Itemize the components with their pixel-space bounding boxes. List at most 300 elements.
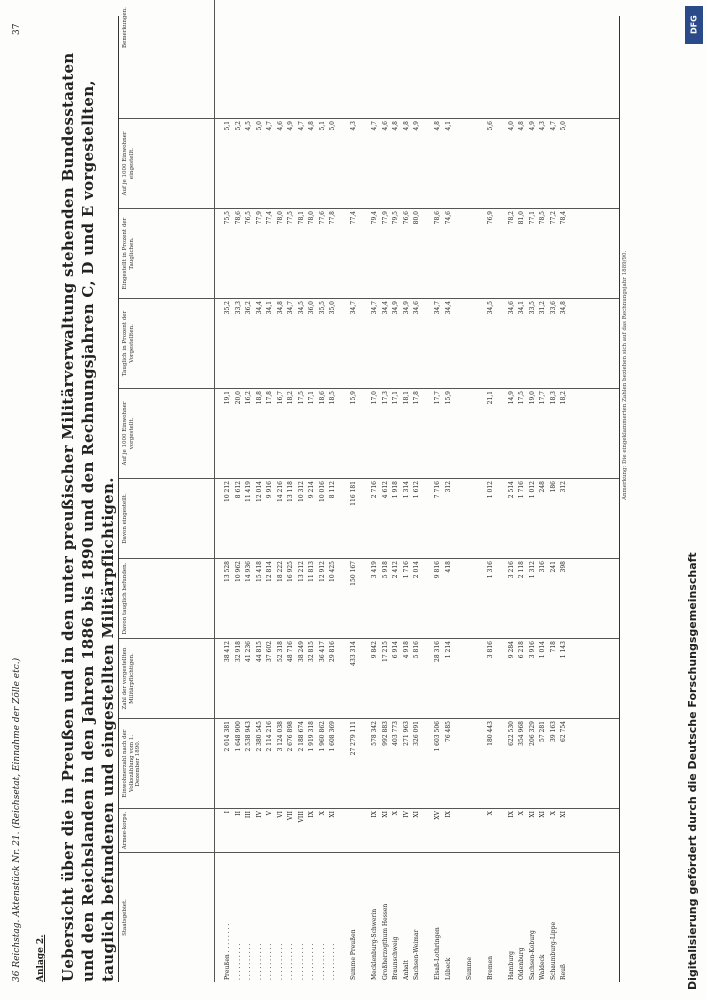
table-cell [423,811,434,850]
table-cell: 62 754 [560,721,567,742]
table-column [119,558,619,638]
table-cell: 5,2 [234,121,242,131]
table-cell: 116 181 [350,481,357,506]
table-cell [339,561,350,636]
table-cell: 16,7 [276,391,284,405]
table-cell: 32 815 [308,641,315,662]
table-cell: . . . . . . . . . . [266,943,273,980]
table-cell: Summe [465,957,473,980]
table-cell: 9 284 [507,641,515,659]
table-cell: 77,4 [266,211,273,225]
table-cell: 17,5 [518,391,525,405]
table-cell: 2 380 545 [255,721,263,752]
table-cell: 77,9 [255,211,263,225]
table-cell [423,211,434,296]
table-cell: 1 312 [528,561,536,579]
table-cell: 3 124 038 [276,721,284,752]
table-cell: 18,8 [255,391,263,405]
table-cell: . . . . . . . . . . [245,943,252,980]
table-cell [423,721,434,806]
table-cell: 1 960 862 [318,721,326,752]
table-cell: 78,5 [539,211,546,225]
table-cell [360,121,371,206]
table-cell: Reuß [560,964,567,980]
column-header: Bemerkungen. [119,0,215,118]
table-cell [475,121,486,206]
table-cell: 79,4 [371,211,378,225]
column-header: Auf je 1000 Einwohner vorgestellt. [119,389,215,478]
table-cell: 9 816 [434,561,441,579]
table-cell: 19,0 [528,391,536,405]
table-cell: 312 [560,481,567,493]
table-cell: 418 [444,561,452,573]
table-cell: 76 485 [444,721,452,742]
table-cell: 1 648 900 [234,721,242,752]
table-cell: 4,7 [266,121,273,131]
table-cell: 12 912 [318,561,326,582]
table-cell: VIII [297,811,305,823]
table-cell: 27 279 111 [350,721,357,756]
table-cell [454,481,465,556]
table-cell [475,641,486,716]
column-header: Davon eingestellt. [119,479,215,558]
table-cell: 16 925 [287,561,294,582]
table-cell [360,561,371,636]
column-values [223,559,570,638]
table-column [119,0,619,118]
dfg-logo: DFG [685,6,703,44]
table-cell: 4,3 [539,121,546,131]
table-cell: 1 143 [560,641,567,659]
table-cell [454,641,465,716]
table-cell: 16,2 [245,391,252,405]
table-cell: . . . . . . . . . . [308,943,315,980]
table-cell: 248 [539,481,546,493]
table-cell [360,481,371,556]
table-cell: 79,5 [392,211,399,225]
table-cell [339,855,350,980]
table-cell [360,301,371,386]
table-cell: IV [255,811,263,818]
table-cell: 354 968 [518,721,525,746]
column-header: Auf je 1000 Einwohner eingestellt. [119,119,215,208]
table-cell: 74,6 [444,211,452,225]
table-cell: 17,0 [371,391,378,405]
table-cell: Braunschweig [392,936,399,980]
table-cell: 39 163 [549,721,557,742]
table-cell: 12 814 [266,561,273,582]
table-cell: Preußen . . . . . . . . [224,923,231,980]
table-cell: IV [402,811,410,818]
table-cell: 7 716 [434,481,441,499]
table-column [119,638,619,718]
table-cell: 17,7 [434,391,441,405]
table-cell: 11 813 [308,561,315,582]
table-cell [339,481,350,556]
column-values [223,479,570,558]
table-cell [423,561,434,636]
table-cell [360,811,371,850]
table-cell: 78,2 [507,211,515,225]
table-cell: 2 716 [371,481,378,499]
table-cell: 52 318 [276,641,284,662]
table-cell [339,301,350,386]
table-cell: 28 316 [434,641,441,662]
table-cell: 1 214 [444,641,452,659]
table-column [119,808,619,852]
table-cell: 992 883 [381,721,389,746]
table-cell [475,391,486,476]
table-cell: VI [276,811,284,818]
table-cell: 34,5 [486,301,494,315]
table-cell: 17,3 [381,391,389,405]
table-cell: 1 014 [539,641,546,659]
column-header: Davon tauglich befunden. [119,559,215,638]
column-header: Armee-korps. [119,809,215,852]
table-cell: XI [539,811,546,818]
table-cell [475,211,486,296]
table-cell: 21,1 [486,391,494,405]
table-cell [465,301,476,386]
table-cell [360,855,371,980]
table-cell: XI [329,811,336,818]
table-cell: 20,0 [234,391,242,405]
table-cell: 77,6 [318,211,326,225]
table-cell [360,391,371,476]
table-cell: 41 236 [245,641,252,662]
table-cell: 433 314 [350,641,357,666]
table-cell: 1 918 [392,481,399,499]
table-cell: 6 914 [392,641,399,659]
table-cell: 38 249 [297,641,305,662]
table-cell: 3 419 [371,561,378,579]
table-cell: . . . . . . . . . . [297,943,305,980]
table-cell: 80,0 [413,211,420,225]
table-cell: 34,8 [276,301,284,315]
table-cell [423,855,434,980]
table-cell: 76,6 [402,211,410,225]
table-cell [496,721,507,806]
table-cell: 10 016 [318,481,326,502]
table-cell: 78,1 [297,211,305,225]
table-cell: XI [560,811,567,818]
table-cell: 2 014 [413,561,420,579]
column-values [223,719,570,808]
table-cell [423,121,434,206]
table-cell: 34,7 [371,301,378,315]
table-cell: 9 214 [308,481,315,499]
table-column [119,208,619,298]
table-cell: 8 612 [234,481,242,499]
table-cell [475,811,486,850]
table-cell [360,721,371,806]
table-cell: 38 412 [224,641,231,662]
table-cell: 44 815 [255,641,263,662]
table-cell: 14 216 [276,481,284,502]
table-cell: 2 118 [518,561,525,579]
table-cell [496,641,507,716]
table-cell: 1 716 [402,561,410,579]
table-cell: Mecklenburg-Schwerin [371,908,378,980]
table-cell: 4,9 [413,121,420,131]
table-cell: 17,1 [392,391,399,405]
anlage-label: Anlage 2. [36,934,46,982]
table-cell: 18,3 [549,391,557,405]
column-header: Einwohnerzahl nach der Volkszählung vom 1. Dezember 1890. [119,719,215,808]
table-cell: 10 962 [234,561,242,582]
table-cell: 34,7 [434,301,441,315]
table-cell: 17,7 [539,391,546,405]
table-cell [475,481,486,556]
table-cell: Elsaß-Lothringen [434,927,441,980]
table-cell: 4,6 [276,121,284,131]
table-column [119,852,619,982]
table-cell: 34,7 [350,301,357,315]
table-cell: 4,9 [287,121,294,131]
table-cell: 4,5 [245,121,252,131]
table-cell: 17,5 [297,391,305,405]
table-cell: 37 602 [266,641,273,662]
table-cell [339,811,350,850]
table-cell: 5 918 [381,561,389,579]
table-cell: XI [413,811,420,818]
table-cell: 4,8 [518,121,525,131]
table-cell: 12 014 [255,481,263,502]
table-cell: 13 212 [297,561,305,582]
table-cell: 4 918 [402,641,410,659]
table-cell: 33,5 [528,301,536,315]
table-cell: 8 112 [329,481,336,499]
table-cell: 78,0 [276,211,284,225]
header-left: 36 Reichstag. Aktenstück Nr. 21. (Reichsetat, Einnahme der Zölle etc.) [12,657,22,982]
table-cell: 578 342 [371,721,378,746]
footnote: Anmerkung: Die eingeklammerten Zahlen beziehen sich auf das Rechnungsjahr 1889/90. [622,250,628,500]
table-cell [465,561,476,636]
table-cell: 1 612 [413,481,420,499]
table-cell: 1 012 [486,481,494,499]
table-cell: XI [381,811,389,818]
table-cell: 17,1 [308,391,315,405]
table-cell: 1 603 506 [434,721,441,752]
table-cell: 13 528 [224,561,231,582]
dfg-credit: Digitalisierung gefördert durch die Deutsche Forschungsgemeinschaft [686,552,699,990]
table-column [119,718,619,808]
table-cell [339,641,350,716]
table-cell [475,721,486,806]
table-cell [496,121,507,206]
table-cell: 81,0 [518,211,525,225]
table-cell: 1 608 369 [329,721,336,752]
page-number: 37 [12,23,22,35]
table-cell: 2 014 381 [224,721,231,752]
table-cell: 5,0 [255,121,263,131]
table-cell: 29 816 [329,641,336,662]
table-cell: 77,8 [329,211,336,225]
table-cell: 4 612 [381,481,389,499]
table-cell: Summe Preußen [350,929,357,980]
table-cell: 316 [539,561,546,573]
column-header: Staatsgebiet. [119,853,215,982]
table-cell: 4,3 [350,121,357,131]
table-cell: 5,1 [224,121,231,131]
table-cell: X [486,811,494,816]
table-cell: 5,6 [486,121,494,131]
table-cell: 4,8 [392,121,399,131]
table-cell: VII [287,811,294,821]
table-cell: 15 418 [255,561,263,582]
table-cell: 36,0 [308,301,315,315]
table-cell: 1 919 318 [308,721,315,752]
table-cell [454,721,465,806]
table-column [119,478,619,558]
table-column [119,298,619,388]
table-cell: 34,9 [392,301,399,315]
table-cell: . . . . . . . . . . [255,943,263,980]
table-cell: IX [444,811,452,818]
table-cell: 2 188 674 [297,721,305,752]
table-cell: 4,9 [528,121,536,131]
table-cell: 17 215 [381,641,389,662]
table-cell: 13 118 [287,481,294,502]
table-cell: 241 [549,561,557,573]
table-cell: 57 281 [539,721,546,742]
table-cell: V [266,811,273,816]
table-cell: Anhalt [402,960,410,980]
table-cell [475,855,486,980]
table-cell: 206 329 [528,721,536,746]
table-cell: 34,5 [297,301,305,315]
table-cell: 1 716 [518,481,525,499]
table-cell: 10 212 [224,481,231,502]
table-cell: II [234,811,242,816]
table-cell: . . . . . . . . . . [234,943,242,980]
table-cell: X [392,811,399,816]
table-cell: 34,9 [402,301,410,315]
table-cell: 77,9 [381,211,389,225]
table-cell: 35,2 [224,301,231,315]
table-cell: Großherzogthum Hessen [381,903,389,980]
table-cell [349,811,360,850]
table-cell [475,561,486,636]
table-cell: 34,4 [255,301,263,315]
table-cell: 34,7 [287,301,294,315]
table-cell: 18,2 [560,391,567,405]
table-cell: 14,9 [507,391,515,405]
column-header: Tauglich in Prozent der Vorgestellten. [119,299,215,388]
table-cell: 31,2 [539,301,546,315]
table-cell: 36 417 [318,641,326,662]
column-values [223,299,570,388]
table-cell [454,391,465,476]
table-cell [465,121,476,206]
table-cell: X [318,811,326,816]
table-cell: 5 816 [413,641,420,659]
table-cell: 1 314 [402,481,410,499]
table-cell: Waldeck [539,954,546,980]
table-cell: 76,5 [245,211,252,225]
table-cell: 34,1 [518,301,525,315]
table-column [119,118,619,208]
table-cell [496,301,507,386]
table-cell: Sachsen-Koburg [528,930,536,980]
table-cell: 403 773 [392,721,399,746]
table-cell [465,811,476,850]
table-cell: 34,4 [381,301,389,315]
table-cell: 10 425 [329,561,336,582]
table-cell [496,481,507,556]
table-cell: 5,0 [560,121,567,131]
table-cell: 1 012 [528,481,536,499]
table-cell: 14 936 [245,561,252,582]
table-cell [465,481,476,556]
table-cell: 4,8 [434,121,441,131]
table-cell: 18,1 [402,391,410,405]
table-cell: 3 216 [507,561,515,579]
table-cell: 4,7 [297,121,305,131]
column-values [223,639,570,718]
table-cell: 78,6 [434,211,441,225]
table-cell: 5,1 [318,121,326,131]
table-cell: 17,8 [413,391,420,405]
table-cell: 35,0 [329,301,336,315]
table-cell: 18,5 [329,391,336,405]
table-cell: 35,5 [318,301,326,315]
column-values [223,119,570,208]
table-cell [496,561,507,636]
table-cell [496,211,507,296]
table-cell [465,211,476,296]
table-cell: X [518,811,525,816]
table-cell: 186 [549,481,557,493]
table-cell: 78,4 [560,211,567,225]
table-cell: 18 222 [276,561,284,582]
table-cell [496,811,507,850]
table-cell: IX [308,811,315,818]
table-cell [454,855,465,980]
table-cell: X [549,811,557,816]
table-cell: 34,6 [507,301,515,315]
table-cell: 34,8 [560,301,567,315]
table-cell: 2 114 216 [266,721,273,752]
table-cell: 10 312 [297,481,305,502]
table-cell: IX [507,811,515,818]
table-cell [339,121,350,206]
table-cell: 34,1 [266,301,273,315]
table-cell: 15,9 [444,391,452,405]
table-cell: Hamburg [507,951,515,980]
table-cell: IX [371,811,378,818]
column-header: Zahl der vorgestellten Militärpflichtigen. [119,639,215,718]
table-cell: 33,3 [234,301,242,315]
table-cell: Sachsen-Weimar [413,929,420,980]
table-cell: 15,9 [350,391,357,405]
table-cell: 34,4 [444,301,452,315]
column-values [223,389,570,478]
table-cell: Lübeck [444,957,452,980]
table-cell: Schaumburg-Lippe [549,921,557,980]
table-cell: 1 316 [486,561,494,579]
table-cell: . . . . . . . . . . [287,943,294,980]
table-cell [496,855,507,980]
table-cell: 17,8 [266,391,273,405]
table-cell [454,811,465,850]
table-cell: . . . . . . . . . . [276,943,284,980]
table-cell: 150 167 [350,561,357,586]
table-cell [454,121,465,206]
table-cell [423,391,434,476]
table-cell: 75,5 [224,211,231,225]
table-cell [339,211,350,296]
